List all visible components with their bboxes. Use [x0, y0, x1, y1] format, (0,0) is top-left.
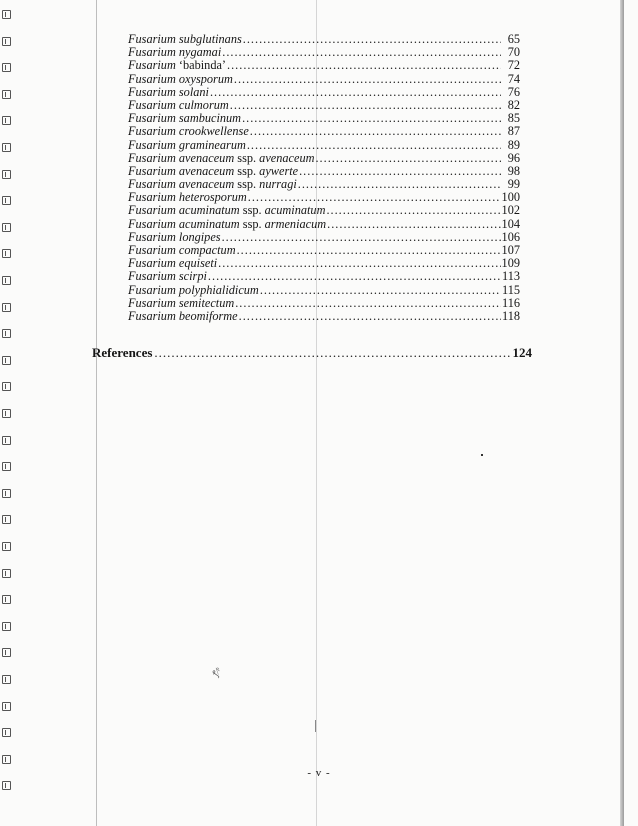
- binding-ring: [2, 90, 11, 99]
- entry-page: 102: [501, 203, 520, 218]
- entry-page: 104: [501, 216, 520, 231]
- references-page: 124: [512, 345, 532, 360]
- binding-ring: [2, 170, 11, 179]
- dot-leader: [298, 178, 501, 191]
- binding-ring: [2, 489, 11, 498]
- binding-ring: [2, 648, 11, 657]
- entry-title: Fusarium graminearum: [128, 137, 246, 152]
- binding-ring: [2, 249, 11, 258]
- entry-title: Fusarium longipes: [128, 229, 221, 244]
- entry-page: 96: [507, 150, 520, 165]
- entry-page: 116: [502, 295, 520, 310]
- toc-entry[interactable]: [128, 310, 520, 323]
- entry-page: 76: [507, 84, 520, 99]
- entry-page: 72: [507, 58, 520, 73]
- dot-leader: [237, 244, 501, 257]
- entry-title: Fusarium beomiforme: [128, 308, 238, 323]
- entry-title: Fusarium acuminatum ssp. armeniacum: [128, 216, 327, 231]
- entry-title: Fusarium crookwellense: [128, 124, 249, 139]
- scan-speck: [315, 720, 316, 732]
- dot-leader: [154, 345, 510, 361]
- entry-page: 65: [507, 32, 520, 46]
- scan-speck: [481, 454, 483, 456]
- binding-ring: [2, 276, 11, 285]
- entry-page: 99: [507, 177, 520, 192]
- entry-title: Fusarium compactum: [128, 243, 236, 257]
- entry-page: 113: [502, 269, 520, 284]
- binding-ring: [2, 462, 11, 471]
- binding-ring: [2, 622, 11, 631]
- binding-ring: [2, 436, 11, 445]
- entry-title: Fusarium polyphialidicum: [128, 282, 259, 297]
- binding-ring: [2, 755, 11, 764]
- binding-ring: [2, 63, 11, 72]
- binding-ring: [2, 329, 11, 338]
- binding-ring: [2, 515, 11, 524]
- binding-ring: [2, 409, 11, 418]
- page-edge-shadow: [620, 0, 624, 826]
- entry-page: 85: [507, 111, 520, 126]
- entry-page: 89: [507, 137, 520, 152]
- binding-ring: [2, 10, 11, 19]
- references-entry[interactable]: [92, 345, 532, 361]
- entry-title: Fusarium heterosporum: [128, 190, 247, 205]
- entry-page: 82: [507, 97, 520, 112]
- entry-title: Fusarium avenaceum ssp. aywerte: [128, 163, 299, 178]
- entry-page: 70: [507, 45, 520, 60]
- dot-leader: [327, 218, 500, 231]
- dot-leader: [299, 165, 501, 178]
- binding-ring: [2, 382, 11, 391]
- references-label: References: [92, 345, 153, 360]
- binding-ring: [2, 781, 11, 790]
- entry-title: Fusarium equiseti: [128, 256, 218, 271]
- binding-ring: [2, 702, 11, 711]
- table-of-contents: [128, 33, 520, 323]
- binding-ring: [2, 569, 11, 578]
- entry-page: 87: [507, 124, 520, 139]
- binding-ring: [2, 143, 11, 152]
- binding-ring: [2, 37, 11, 46]
- dot-leader: [234, 73, 501, 86]
- dot-leader: [250, 125, 501, 138]
- entry-title: Fusarium subglutinans: [128, 32, 242, 46]
- page-number: - v -: [307, 767, 331, 779]
- entry-title: Fusarium nygamai: [128, 45, 222, 60]
- binding-ring: [2, 303, 11, 312]
- entry-page: 74: [507, 71, 520, 86]
- entry-page: 106: [501, 229, 520, 244]
- dot-leader: [326, 204, 500, 217]
- dot-leader: [315, 152, 501, 165]
- binding-ring: [2, 595, 11, 604]
- entry-title: Fusarium oxysporum: [128, 71, 233, 86]
- entry-page: 118: [502, 308, 520, 323]
- entry-page: 98: [507, 163, 520, 178]
- entry-page: 109: [501, 256, 520, 271]
- entry-title: Fusarium culmorum: [128, 97, 229, 112]
- dot-leader: [243, 33, 501, 46]
- binding-ring: [2, 542, 11, 551]
- entry-title: Fusarium solani: [128, 84, 209, 99]
- dot-leader: [239, 310, 501, 323]
- entry-title: Fusarium avenaceum ssp. nurragi: [128, 177, 297, 192]
- spiral-binding: [2, 0, 12, 826]
- binding-ring: [2, 356, 11, 365]
- dot-leader: [230, 99, 501, 112]
- entry-page: 100: [501, 190, 520, 205]
- binding-ring: [2, 728, 11, 737]
- dot-leader: [242, 112, 501, 125]
- entry-title: Fusarium avenaceum ssp. avenaceum: [128, 150, 315, 165]
- dot-leader: [235, 297, 501, 310]
- dot-leader: [222, 46, 501, 59]
- entry-title: Fusarium scirpi: [128, 269, 207, 284]
- binding-ring: [2, 223, 11, 232]
- dot-leader: [227, 59, 501, 72]
- entry-title: Fusarium semitectum: [128, 295, 235, 310]
- entry-title: Fusarium ‘babinda’: [128, 58, 227, 73]
- dot-leader: [260, 284, 501, 297]
- entry-title: Fusarium sambucinum: [128, 111, 242, 126]
- dot-leader: [210, 86, 501, 99]
- binding-ring: [2, 196, 11, 205]
- entry-title: Fusarium acuminatum ssp. acuminatum: [128, 203, 326, 218]
- scan-mark: ꝭ⁄ᵖ: [210, 665, 224, 679]
- dot-leader: [222, 231, 501, 244]
- binding-ring: [2, 675, 11, 684]
- entry-page: 107: [501, 243, 520, 257]
- binding-ring: [2, 116, 11, 125]
- scan-fold-line: [96, 0, 97, 826]
- entry-page: 115: [502, 282, 520, 297]
- dot-leader: [218, 257, 500, 270]
